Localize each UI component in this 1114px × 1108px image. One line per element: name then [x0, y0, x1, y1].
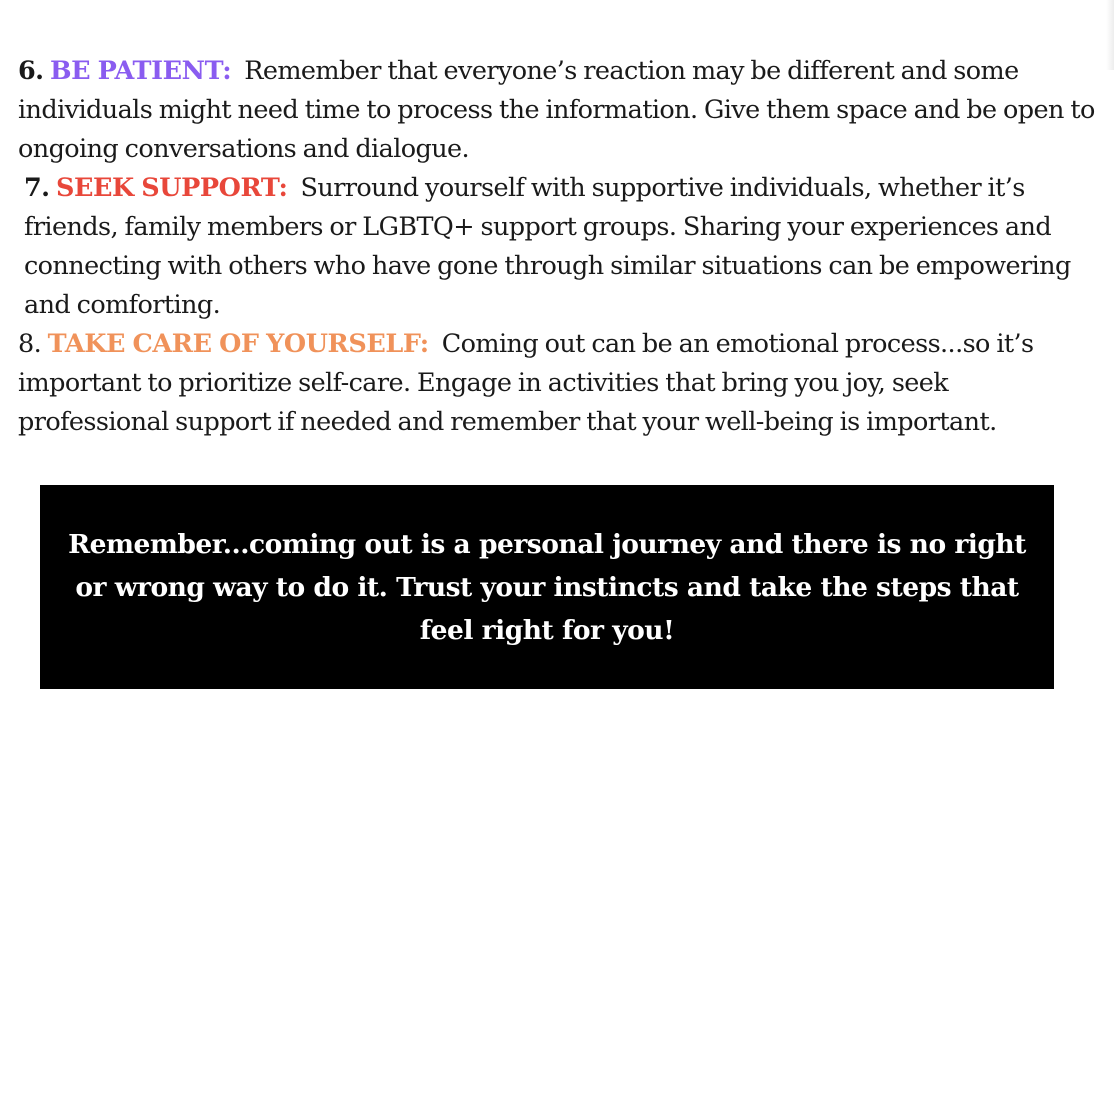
tip-7-heading: SEEK SUPPORT:	[55, 173, 288, 203]
tip-8	[18, 325, 1098, 442]
closing-note-text: Remember...coming out is a personal journey and there is no right or wrong way to do it. Trust your instincts and take the steps that feel right for you!	[68, 528, 1026, 646]
tip-7-number: 7.	[24, 173, 50, 203]
tip-6-text: Remember that everyone’s reaction may be different and some individuals might need time to process the information. Give them space and be open to ongoing conversations and dialogue.	[18, 56, 1095, 164]
tip-8-heading: TAKE CARE OF YOURSELF:	[47, 329, 429, 359]
tip-7	[18, 169, 1098, 325]
tip-8-number: 8.	[18, 329, 42, 359]
tip-6	[18, 52, 1098, 169]
tip-6-number: 6.	[18, 56, 44, 86]
tip-8-text: Coming out can be an emotional process...so it’s important to prioritize self-care. Engage in activities that bring you joy, seek professional support if needed and remember that your well-being is important.	[18, 329, 1034, 437]
tip-6-heading: BE PATIENT:	[49, 56, 232, 86]
closing-note-box	[40, 485, 1054, 689]
tip-7-text: Surround yourself with supportive individuals, whether it’s friends, family members or LGBTQ+ support groups. Sharing your experiences and connecting with others who have gone through similar situations can be empowering and comforting.	[24, 173, 1071, 320]
page-edge-shadow	[1106, 0, 1114, 70]
tips-list	[18, 52, 1098, 442]
